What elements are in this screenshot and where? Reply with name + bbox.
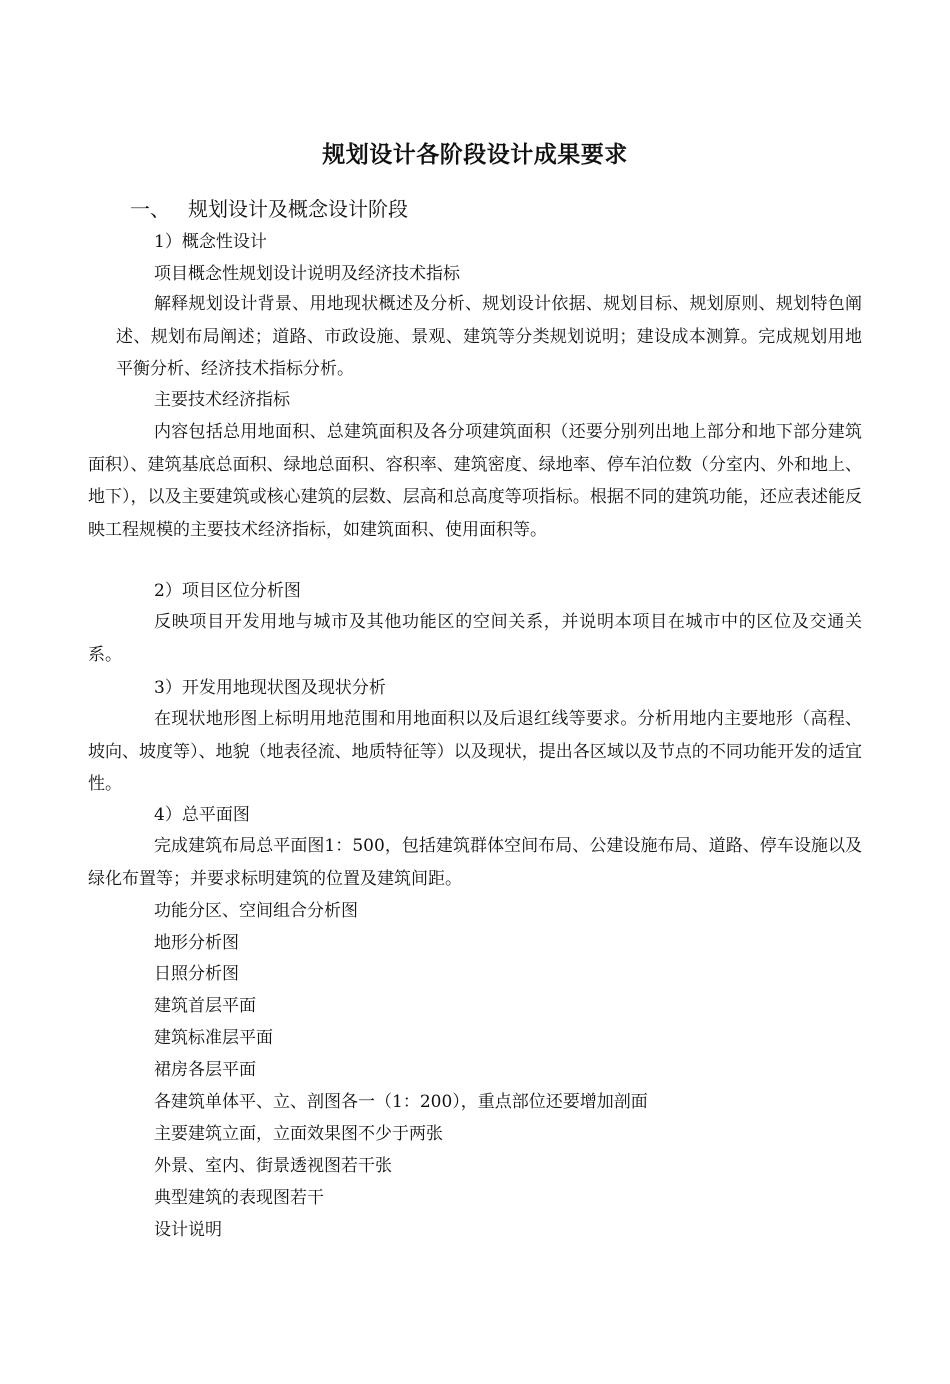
list-item: 主要建筑立面，立面效果图不少于两张 [154, 1124, 443, 1144]
item1-subheading-1: 项目概念性规划设计说明及经济技术指标 [154, 264, 460, 284]
list-item: 外景、室内、街景透视图若干张 [154, 1156, 392, 1176]
item4-paragraph: 完成建筑布局总平面图1：500，包括建筑群体空间布局、公建设施布局、道路、停车设施以及绿化布置等；并要求标明建筑的位置及建筑间距。 [88, 836, 862, 889]
item1-paragraph-2: 内容包括总用地面积、总建筑面积及各分项建筑面积（还要分别列出地上部分和地下部分建筑面积）、建筑基底总面积、绿地总面积、容积率、建筑密度、绿地率、停车泊位数（分室内、外和地上、地下），以及主要建筑或核心建筑的层数、层高和总高度等项指标。根据不同的建筑功能，还应表述能反映工程规模的主要技术经济指标，如建筑面积、使用面积等。 [88, 422, 862, 540]
section-heading [130, 194, 408, 224]
section-number: 一、 [130, 197, 170, 221]
list-item: 日照分析图 [154, 964, 239, 984]
item2-paragraph: 反映项目开发用地与城市及其他功能区的空间关系，并说明本项目在城市中的区位及交通关系。 [88, 612, 862, 665]
list-item: 裙房各层平面 [154, 1060, 256, 1080]
item1-paragraph-1: 解释规划设计背景、用地现状概述及分析、规划设计依据、规划目标、规划原则、规划特色阐述、规划布局阐述；道路、市政设施、景观、建筑等分类规划说明；建设成本测算。完成规划用地平衡分析、经济技术指标分析。 [116, 294, 862, 379]
document-title: 规划设计各阶段设计成果要求 [322, 142, 628, 168]
item4-heading: 4）总平面图 [154, 805, 250, 825]
item3-heading: 3）开发用地现状图及现状分析 [154, 678, 386, 698]
item1-subheading-2: 主要技术经济指标 [154, 390, 290, 410]
item1-heading: 1）概念性设计 [154, 232, 267, 252]
list-item: 设计说明 [154, 1220, 222, 1240]
list-item: 典型建筑的表现图若干 [154, 1188, 324, 1208]
section-title: 规划设计及概念设计阶段 [188, 197, 408, 221]
list-item: 功能分区、空间组合分析图 [154, 901, 358, 921]
item3-paragraph: 在现状地形图上标明用地范围和用地面积以及后退红线等要求。分析用地内主要地形（高程、坡向、坡度等）、地貌（地表径流、地质特征等）以及现状，提出各区域以及节点的不同功能开发的适宜性。 [88, 709, 862, 794]
list-item: 各建筑单体平、立、剖图各一（1：200），重点部位还要增加剖面 [154, 1092, 648, 1112]
list-item: 建筑标准层平面 [154, 1028, 273, 1048]
list-item: 建筑首层平面 [154, 996, 256, 1016]
item2-heading: 2）项目区位分析图 [154, 581, 301, 601]
list-item: 地形分析图 [154, 933, 239, 953]
